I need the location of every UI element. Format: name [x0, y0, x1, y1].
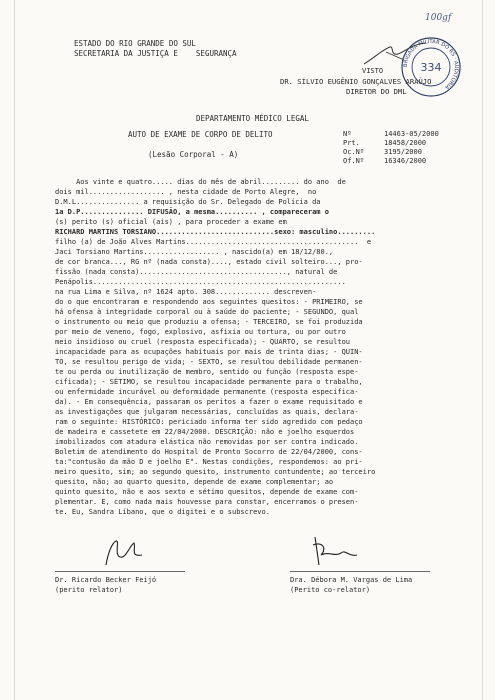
body-line: meiro quesito, sim; ao segundo quesito, instrumento contundente; ao terceiro	[55, 468, 376, 476]
signer-role: (Perito co-relator)	[290, 586, 371, 594]
stamp-ring-text: BRIGADA MILITAR DO RS · AUDITORIA	[402, 38, 460, 90]
department-title: DEPARTAMENTO MÉDICO LEGAL	[196, 114, 309, 123]
scan-edge-left	[14, 0, 15, 700]
signer-name: Dr. Ricardo Becker Feijó	[55, 576, 157, 584]
body-line: o instrumento ou meio que produziu a ofensa; - TERCEIRO, se foi produzida	[55, 318, 363, 326]
body-line: plementar. E, como nada mais houvesse para constar, encerramos o presen-	[55, 498, 359, 506]
ref-value: 14463-05/2000	[384, 130, 439, 138]
body-line: TO, se resultou perigo de vida; - SEXTO, se resultou debilidade permanen-	[55, 358, 363, 366]
body-line: cificada); - SÉTIMO, se resultou incapacidade permanente para o trabalho,	[55, 378, 363, 386]
body-line: há ofensa à integridade corporal ou à saúde do paciente; - SEGUNDO, qual	[55, 308, 359, 316]
body-line: de cor branca..., RG nº (nada consta)...., estado civil solteiro..., pro-	[55, 258, 363, 266]
document-subtitle: (Lesão Corporal - A)	[148, 150, 239, 159]
body-line: D.M.L............... a requisição do Sr. Delegado de Polícia da	[55, 198, 321, 206]
body-line: ou enfermidade incurável ou deformidade permanente (resposta especifica-	[55, 388, 359, 396]
body-line: da). - Em consequência, passaram os peritos a fazer o exame requisitado e	[55, 398, 363, 406]
ref-label: Nº	[343, 130, 352, 138]
body-line: te ou perda ou inutilização de membro, sentido ou função (resposta espe-	[55, 368, 359, 376]
secretariat-name: SECRETARIA DA JUSTIÇA E SEGURANÇA	[74, 49, 237, 58]
body-line: de madeira e cassetete em 22/04/2000. DESCRIÇÃO: não e joelho esquerdos	[55, 428, 355, 436]
document-title: AUTO DE EXAME DE CORPO DE DELITO	[128, 130, 273, 139]
state-name: ESTADO DO RIO GRANDE DO SUL	[74, 39, 196, 48]
director-name: DR. SÍLVIO EUGÊNIO GONÇALVES ARAÚJO	[280, 77, 432, 86]
body-line: do o que encontraram e respondendo aos seguintes quesitos: - PRIMEIRO, se	[55, 298, 363, 306]
director-title: DIRETOR DO DML	[346, 87, 407, 96]
body-line: Jaci Torsiano Martins.................. , nascido(a) em 18/12/80.,	[55, 248, 334, 256]
scan-edge-right	[482, 0, 483, 700]
signer-role: (perito relator)	[55, 586, 123, 594]
body-line: dois mil.................. , nesta cidade de Porto Alegre, no	[55, 188, 317, 196]
body-line: quesito, não; ao quarto quesito, depende de exame complementar; ao	[55, 478, 334, 486]
body-line: as investigações que julgaram necessárias, concluídas as quais, declara-	[55, 408, 359, 416]
stamp-number: 334	[420, 61, 442, 74]
body-line: filho (a) de João Alves Martins......................................... e	[55, 238, 372, 246]
signature-line-left	[55, 571, 185, 572]
ref-value: 3195/2000	[384, 148, 422, 156]
body-line: na rua Lima e Silva, nº 1624 apto. 308............. descreven-	[55, 288, 317, 296]
visto-label: VISTO	[362, 67, 384, 75]
body-line: te. Eu, Sandra Líbano, que o digitei e o subscrevo.	[55, 508, 270, 516]
body-line: ta:"contusão da mão D e joelho E". Nestas condições, respondemos: ao pri-	[55, 458, 363, 466]
body-line: 1a D.P............... DIFUSÃO, a mesma.......... , compareceram o	[55, 208, 329, 216]
body-line: ram o seguinte: HISTÓRICO: periciado informa ter sido agredido com pedaço	[55, 418, 363, 426]
body-line: Boletim de atendimento do Hospital de Pronto Socorro de 22/04/2000, cons-	[55, 448, 363, 456]
body-line: imobilizados com atadura elástica não removidas por ser contra indicado.	[55, 438, 359, 446]
signer-name: Dra. Débora M. Vargas de Lima	[290, 576, 413, 584]
examined-person-line: RICHARD MARTINS TORSIANO............................sexo: masculino.........	[55, 228, 376, 236]
ref-label: Oc.Nº	[343, 148, 365, 156]
body-line: por meio de veneno, fogo, explosivo, asfixia ou tortura, ou por outro	[55, 328, 346, 336]
ref-value: 16346/2000	[384, 157, 427, 165]
body-line: meio insidioso ou cruel (resposta especificada); - QUARTO, se resultou	[55, 338, 351, 346]
signature-line-right	[290, 571, 430, 572]
body-line: fissão (nada consta)..................................., natural de	[55, 268, 338, 276]
ref-value: 18458/2000	[384, 139, 427, 147]
corner-handwritten-mark: 100gf	[425, 13, 452, 23]
ref-label: Prt.	[343, 139, 360, 147]
audit-stamp	[400, 36, 462, 98]
body-line: Aos vinte e quatro..... dias do mês de abril......... do ano de	[55, 178, 346, 186]
ref-label: Of.Nº	[343, 157, 365, 165]
signature-right	[305, 531, 365, 569]
body-line: quinto quesito, não e aos sexto e sétimo quesitos, depende de exame com-	[55, 488, 359, 496]
signature-left	[100, 537, 150, 569]
body-line: (s) perito (s) oficial (ais) , para proceder a exame em	[55, 218, 287, 226]
body-line: Penápolis............................................................	[55, 278, 346, 286]
body-line: incapacidade para as ocupações habituais por mais de trinta dias; - QUIN-	[55, 348, 363, 356]
